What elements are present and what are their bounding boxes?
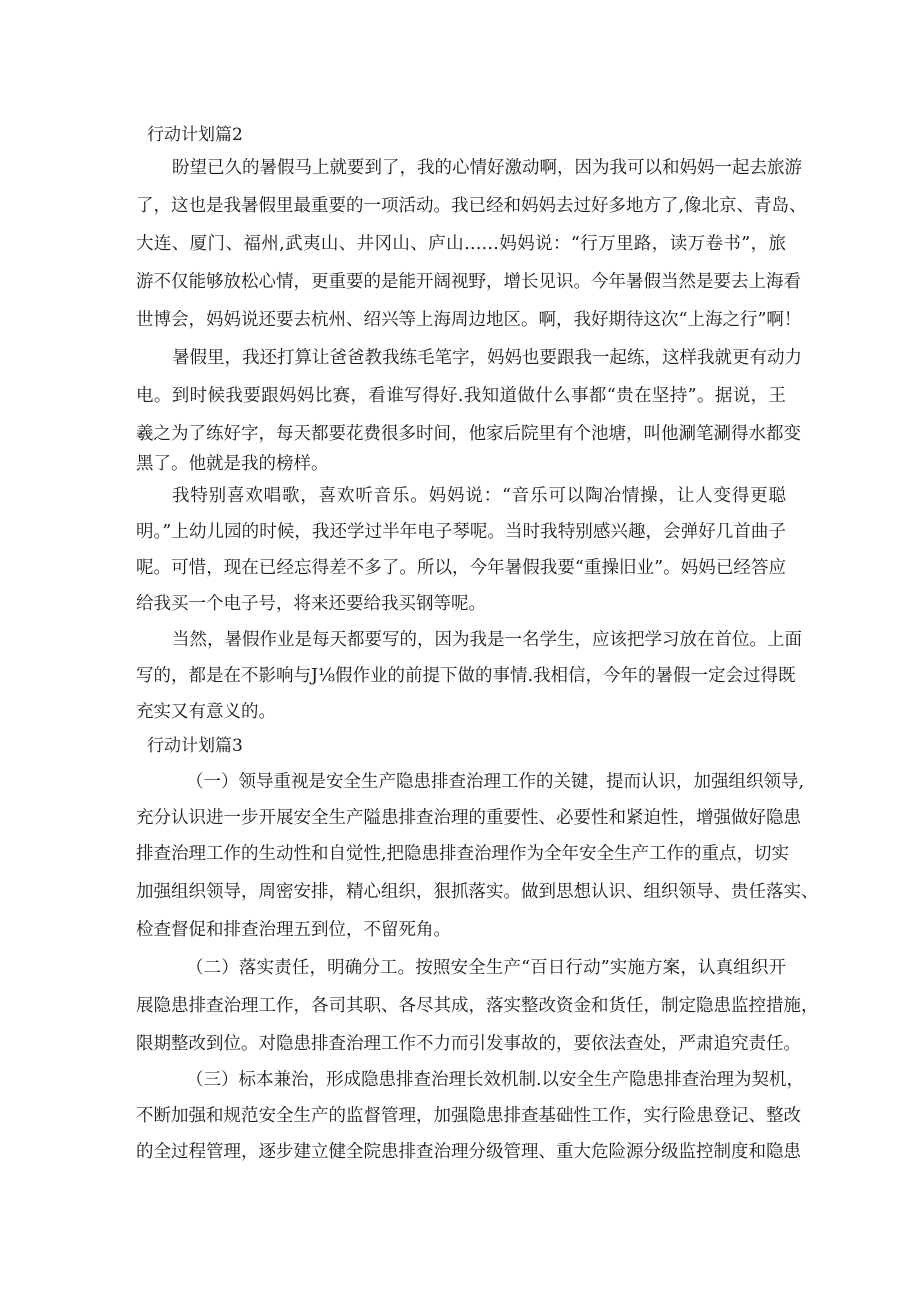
paragraph-line: 检查督促和排查治理五到位，不留死角。: [136, 920, 451, 940]
paragraph-line: 我特别喜欢唱歌，喜欢听音乐。妈妈说：“音乐可以陶冶情操，让人变得更聪: [172, 486, 786, 506]
section-heading: 行动计划篇3: [147, 736, 243, 756]
paragraph-line: 写的，都是在不影响与J⅛假作业的前提下做的事情.我相信，今年的暑假一定会过得既: [136, 666, 796, 686]
paragraph-line: 暑假里，我还打算让爸爸教我练毛笔字，妈妈也要跟我一起练，这样我就更有动力: [172, 348, 802, 368]
paragraph-line: （一）领导重视是安全生产隐患排查治理工作的关键，提而认识，加强组织领导,: [186, 772, 805, 792]
paragraph-line: 的全过程管理，逐步建立健全院患排查治理分级管理、重大危险源分级监控制度和隐患: [136, 1142, 801, 1162]
paragraph-line: 电。到时候我要跟妈妈比赛，看谁写得好.我知道做什么事都“贵在坚持”。据说，王: [136, 386, 786, 406]
paragraph-line: 黑了。他就是我的榜样。: [136, 454, 329, 474]
paragraph-line: 不断加强和规范安全生产的监督管理，加强隐患排查基础性工作，实行险患登记、整改: [136, 1106, 801, 1126]
paragraph-line: 盼望已久的暑假马上就要到了，我的心情好激动啊，因为我可以和妈妈一起去旅游: [172, 158, 802, 178]
paragraph-line: 充实又有意义的。: [136, 702, 276, 722]
paragraph-line: 游不仅能够放松心情，更重要的是能开阔视野，增长见识。今年暑假当然是要去上海看: [136, 272, 801, 292]
paragraph-line: 呢。可惜，现在已经忘得差不多了。所以，今年暑假我要“重操旧业”。妈妈已经答应: [136, 558, 786, 578]
paragraph-line: 加强组织领导，周密安排，精心组织，狠抓落实。做到思想认识、组织领导、贵任落实、: [136, 882, 819, 902]
paragraph-line: 世博会，妈妈说还要去杭州、绍兴等上海周边地区。啊，我好期待这次“上海之行”啊！: [136, 310, 802, 330]
paragraph-line: 排查治理工作的生动性和自觉性,把隐患排查治理作为全年安全生产工作的重点，切实: [136, 844, 790, 864]
paragraph-line: （二）落实责任，明确分工。按照安全生产“百日行动”实施方案，认真组织开: [186, 958, 786, 978]
paragraph-line: 了，这也是我暑假里最重要的一项活动。我已经和妈妈去过好多地方了,像北京、青岛、: [136, 196, 807, 216]
paragraph-line: 羲之为了练好字，每天都要花费很多时间，他家后院里有个池塘，叫他涮笔涮得水都变: [136, 424, 801, 444]
paragraph-line: 当然，暑假作业是每天都要写的，因为我是一名学生，应该把学习放在首位。上面: [172, 630, 802, 650]
paragraph-line: 充分认识进一步开展安全生产隘患排查治理的重要性、必要性和紧迫性，增强做好隐患: [136, 808, 801, 828]
paragraph-line: 大连、厦门、福州,武夷山、井冈山、庐山……妈妈说：“行万里路，读万卷书”，旅: [136, 234, 786, 254]
paragraph-line: 限期整改到位。对隐患排査治理工作不力而引发事故的，要依法查处，严肃追究责任。: [136, 1034, 801, 1054]
paragraph-line: 给我买一个电子号，将来还要给我买钢等呢。: [136, 594, 486, 614]
section-heading: 行动计划篇2: [147, 125, 243, 145]
paragraph-line: 明。”上幼儿园的时候，我还学过半年电子琴呢。当时我特别感兴趣，会弹好几首曲子: [136, 522, 786, 542]
paragraph-line: （三）标本兼治，形成隐患排查治理长效机制.以安全生产隐患排查治理为契机，: [186, 1070, 805, 1090]
paragraph-line: 展隐患排查治理工作，各司其职、各尽其成，落实整改资金和货任，制定隐患监控措施，: [136, 996, 819, 1016]
